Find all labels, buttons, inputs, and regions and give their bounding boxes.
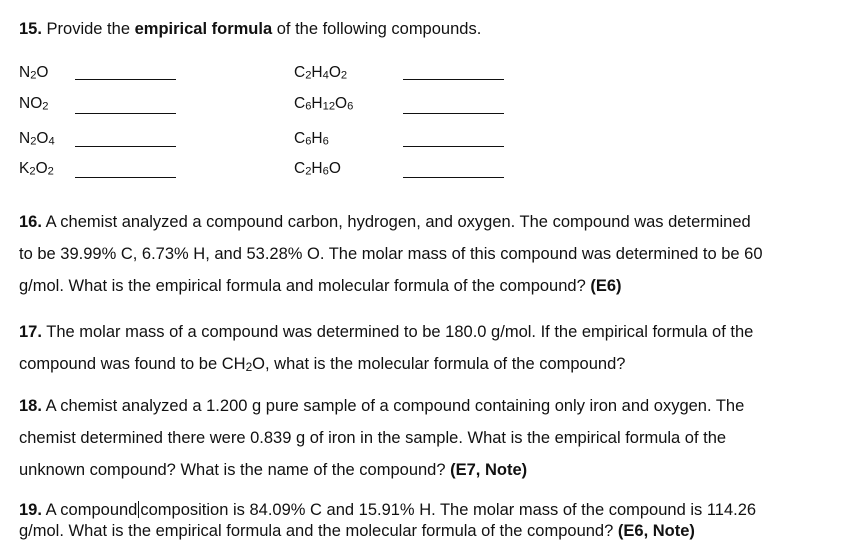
question-number: 15. [19,20,42,38]
answer-blank[interactable] [75,177,176,178]
answer-blank[interactable] [403,79,504,80]
answer-blank[interactable] [75,79,176,80]
answer-blank[interactable] [403,113,504,114]
formula-k2o2: $K_2O_2$ [19,160,54,178]
formula-c2h4o2: $C_2H_4O_2$ [294,64,348,82]
formula-c2h6o: $C_2H_6O$ [294,160,341,178]
formula-n2o4: $N_2O_4$ [19,130,55,148]
formula-c6h12o6: $C_6H_{12}O_6$ [294,95,354,113]
question-16: 16. A chemist analyzed a compound carbon, hydrogen, and oxygen. The compound was determined to be 39.99% C, 6.73% H, and 53.28% O. The molar mass of this compound was determined to be 60 g/mol. What is the empirical formula and molecular formula of the compound? (E6) [19,213,763,295]
formula-n2o: $N_2O$ [19,64,49,82]
answer-blank[interactable] [403,146,504,147]
question-17: 17. The molar mass of a compound was determined to be 180.0 g/mol. If the empirical formula of the compound was found to be $CH_2O$, what is the molecular formula of the compound? [19,323,754,374]
question-15-prompt: 15. Provide the empirical formula of the following compounds. [19,20,482,38]
question-19: 19. A compound composition is 84.09% C and 15.91% H. The molar mass of the compound is 114.26 g/mol. What is the empirical formula and the molecular formula of the compound? (E6, Note) [19,501,757,540]
question-18: 18. A chemist analyzed a 1.200 g pure sample of a compound containing only iron and oxygen. The chemist determined there were 0.839 g of iron in the sample. What is the empirical formula of the unknown compound? What is the name of the compound? (E7, Note) [19,397,745,479]
answer-blank[interactable] [403,177,504,178]
formula-c6h6: $C_6H_6$ [294,130,329,148]
answer-blank[interactable] [75,113,176,114]
formula-no2: $NO_2$ [19,95,49,113]
answer-blank[interactable] [75,146,176,147]
